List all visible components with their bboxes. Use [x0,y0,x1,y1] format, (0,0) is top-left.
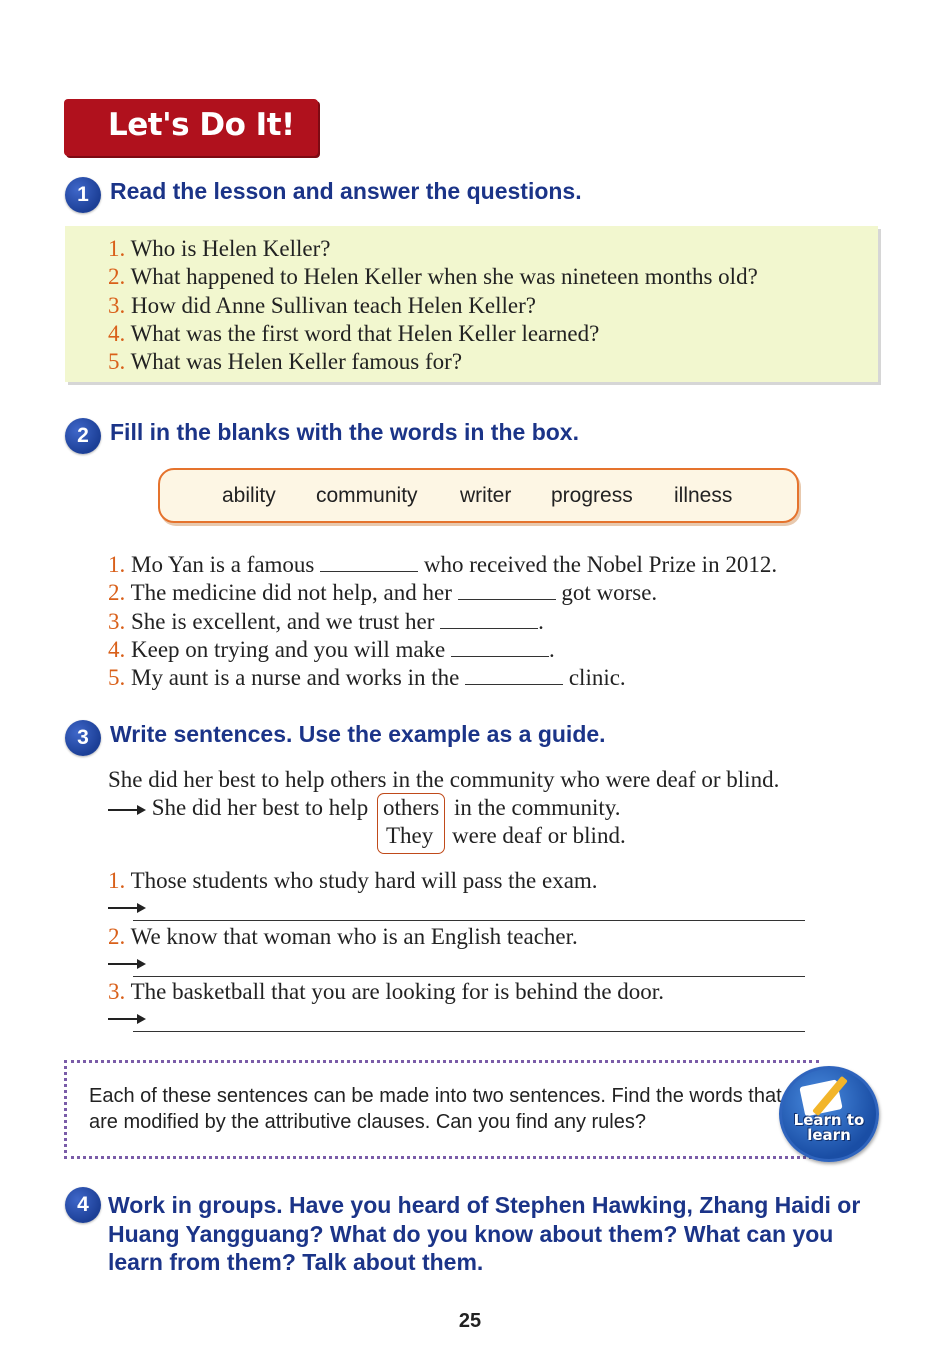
example-text: were deaf or blind. [452,823,626,848]
question-number: 3. [108,292,126,318]
word-box [158,468,799,523]
sentence-end: got worse. [561,580,658,606]
item-number: 3. [108,979,126,1004]
lets-do-it-banner [64,99,318,156]
arrow-icon [108,805,146,815]
rewrite-item-1 [108,867,598,895]
question-item [108,348,758,376]
page-number: 25 [458,1310,482,1332]
word-option: ability [222,484,276,507]
learn-to-learn-badge [779,1066,879,1162]
section-3-header [65,720,606,756]
word-option: writer [460,484,512,507]
section-number-1: 1 [65,177,101,213]
section-1-heading: Read the lesson and answer the questions. [110,178,582,204]
answer-blank[interactable] [458,581,556,600]
answer-blank[interactable] [465,666,563,685]
section-number-3: 3 [65,720,101,756]
answer-blank[interactable] [320,553,418,572]
answer-line[interactable] [133,1031,805,1032]
banner-title: Let's Do It! [108,107,295,143]
question-item [108,235,758,263]
sentence-end: . [549,636,555,662]
tip-text: Each of these sentences can be made into two sentences. Find the words that are modified by the attributive clauses. Can you find any rules? [89,1085,782,1133]
sentence-start: Mo Yan is a famous [131,552,315,577]
question-text: What was Helen Keller famous for? [130,349,463,375]
question-item [108,320,758,348]
badge-label [782,1113,876,1143]
question-text: What was the first word that Helen Keller learned? [130,320,600,346]
sentence-end: who received the Nobel Prize in 2012. [423,552,778,577]
section-2-header [65,418,579,454]
word-option: community [316,484,418,507]
section-4-heading: Work in groups. Have you heard of Stephen Hawking, Zhang Haidi or Huang Yangguang? What do you know about them? What can you learn from them? Talk about them. [108,1192,861,1275]
item-number: 4. [108,636,126,662]
section-number-2: 2 [65,418,101,454]
item-number: 2. [108,580,126,606]
answer-blank[interactable] [451,638,549,657]
sentence-start: The medicine did not help, and her [130,580,452,606]
section-3-heading: Write sentences. Use the example as a guide. [110,721,606,747]
example-text: She did her best to help [151,795,369,820]
sentence-start: Keep on trying and you will make [131,636,446,662]
example-line-1 [108,795,368,821]
sentence-end: clinic. [568,665,626,691]
fill-blank-item [108,664,777,692]
item-number: 2. [108,924,126,949]
example-text: in the community. [454,795,621,820]
example-original: She did her best to help others in the community who were deaf or blind. [108,767,780,792]
question-text: Who is Helen Keller? [130,236,331,261]
rewrite-sentence: We know that woman who is an English teacher. [130,924,578,949]
circled-words-box [377,793,445,854]
word-option: illness [674,484,733,507]
question-number: 2. [108,264,126,290]
rewrite-sentence: The basketball that you are looking for is behind the door. [130,979,664,1004]
fill-blank-item [108,636,777,664]
badge-line-2: learn [807,1126,851,1144]
sentence-end: . [538,608,544,634]
question-number: 1. [108,236,126,261]
question-text: How did Anne Sullivan teach Helen Keller? [131,292,536,318]
question-number: 5. [108,349,126,375]
question-number: 4. [108,320,126,346]
word-option: progress [551,484,633,507]
fill-blank-item [108,608,777,636]
rewrite-item-3 [108,978,664,1006]
rewrite-sentence: Those students who study hard will pass the exam. [130,868,598,893]
sentence-start: She is excellent, and we trust her [131,608,435,634]
question-item [108,263,758,291]
example-word-1: others [383,795,440,820]
arrow-icon [108,903,146,913]
section-number-4: 4 [65,1187,101,1223]
example-word-2: They [386,823,434,848]
item-number: 3. [108,608,126,634]
questions-list [108,235,758,376]
fill-blank-item [108,579,777,607]
sentence-start: My aunt is a nurse and works in the [131,665,460,691]
question-text: What happened to Helen Keller when she was nineteen months old? [130,264,758,290]
answer-line[interactable] [133,976,805,977]
arrow-icon [108,1014,146,1024]
arrow-icon [108,959,146,969]
rewrite-item-2 [108,923,578,951]
fill-blank-item [108,551,777,579]
question-item [108,292,758,320]
answer-line[interactable] [133,920,805,921]
fill-blank-list [108,551,777,692]
item-number: 1. [108,552,126,577]
item-number: 1. [108,868,126,893]
section-1-header [65,177,582,213]
section-2-heading: Fill in the blanks with the words in the box. [110,419,579,445]
item-number: 5. [108,665,126,691]
answer-blank[interactable] [440,610,538,629]
badge-line-1: Learn to [793,1111,865,1129]
